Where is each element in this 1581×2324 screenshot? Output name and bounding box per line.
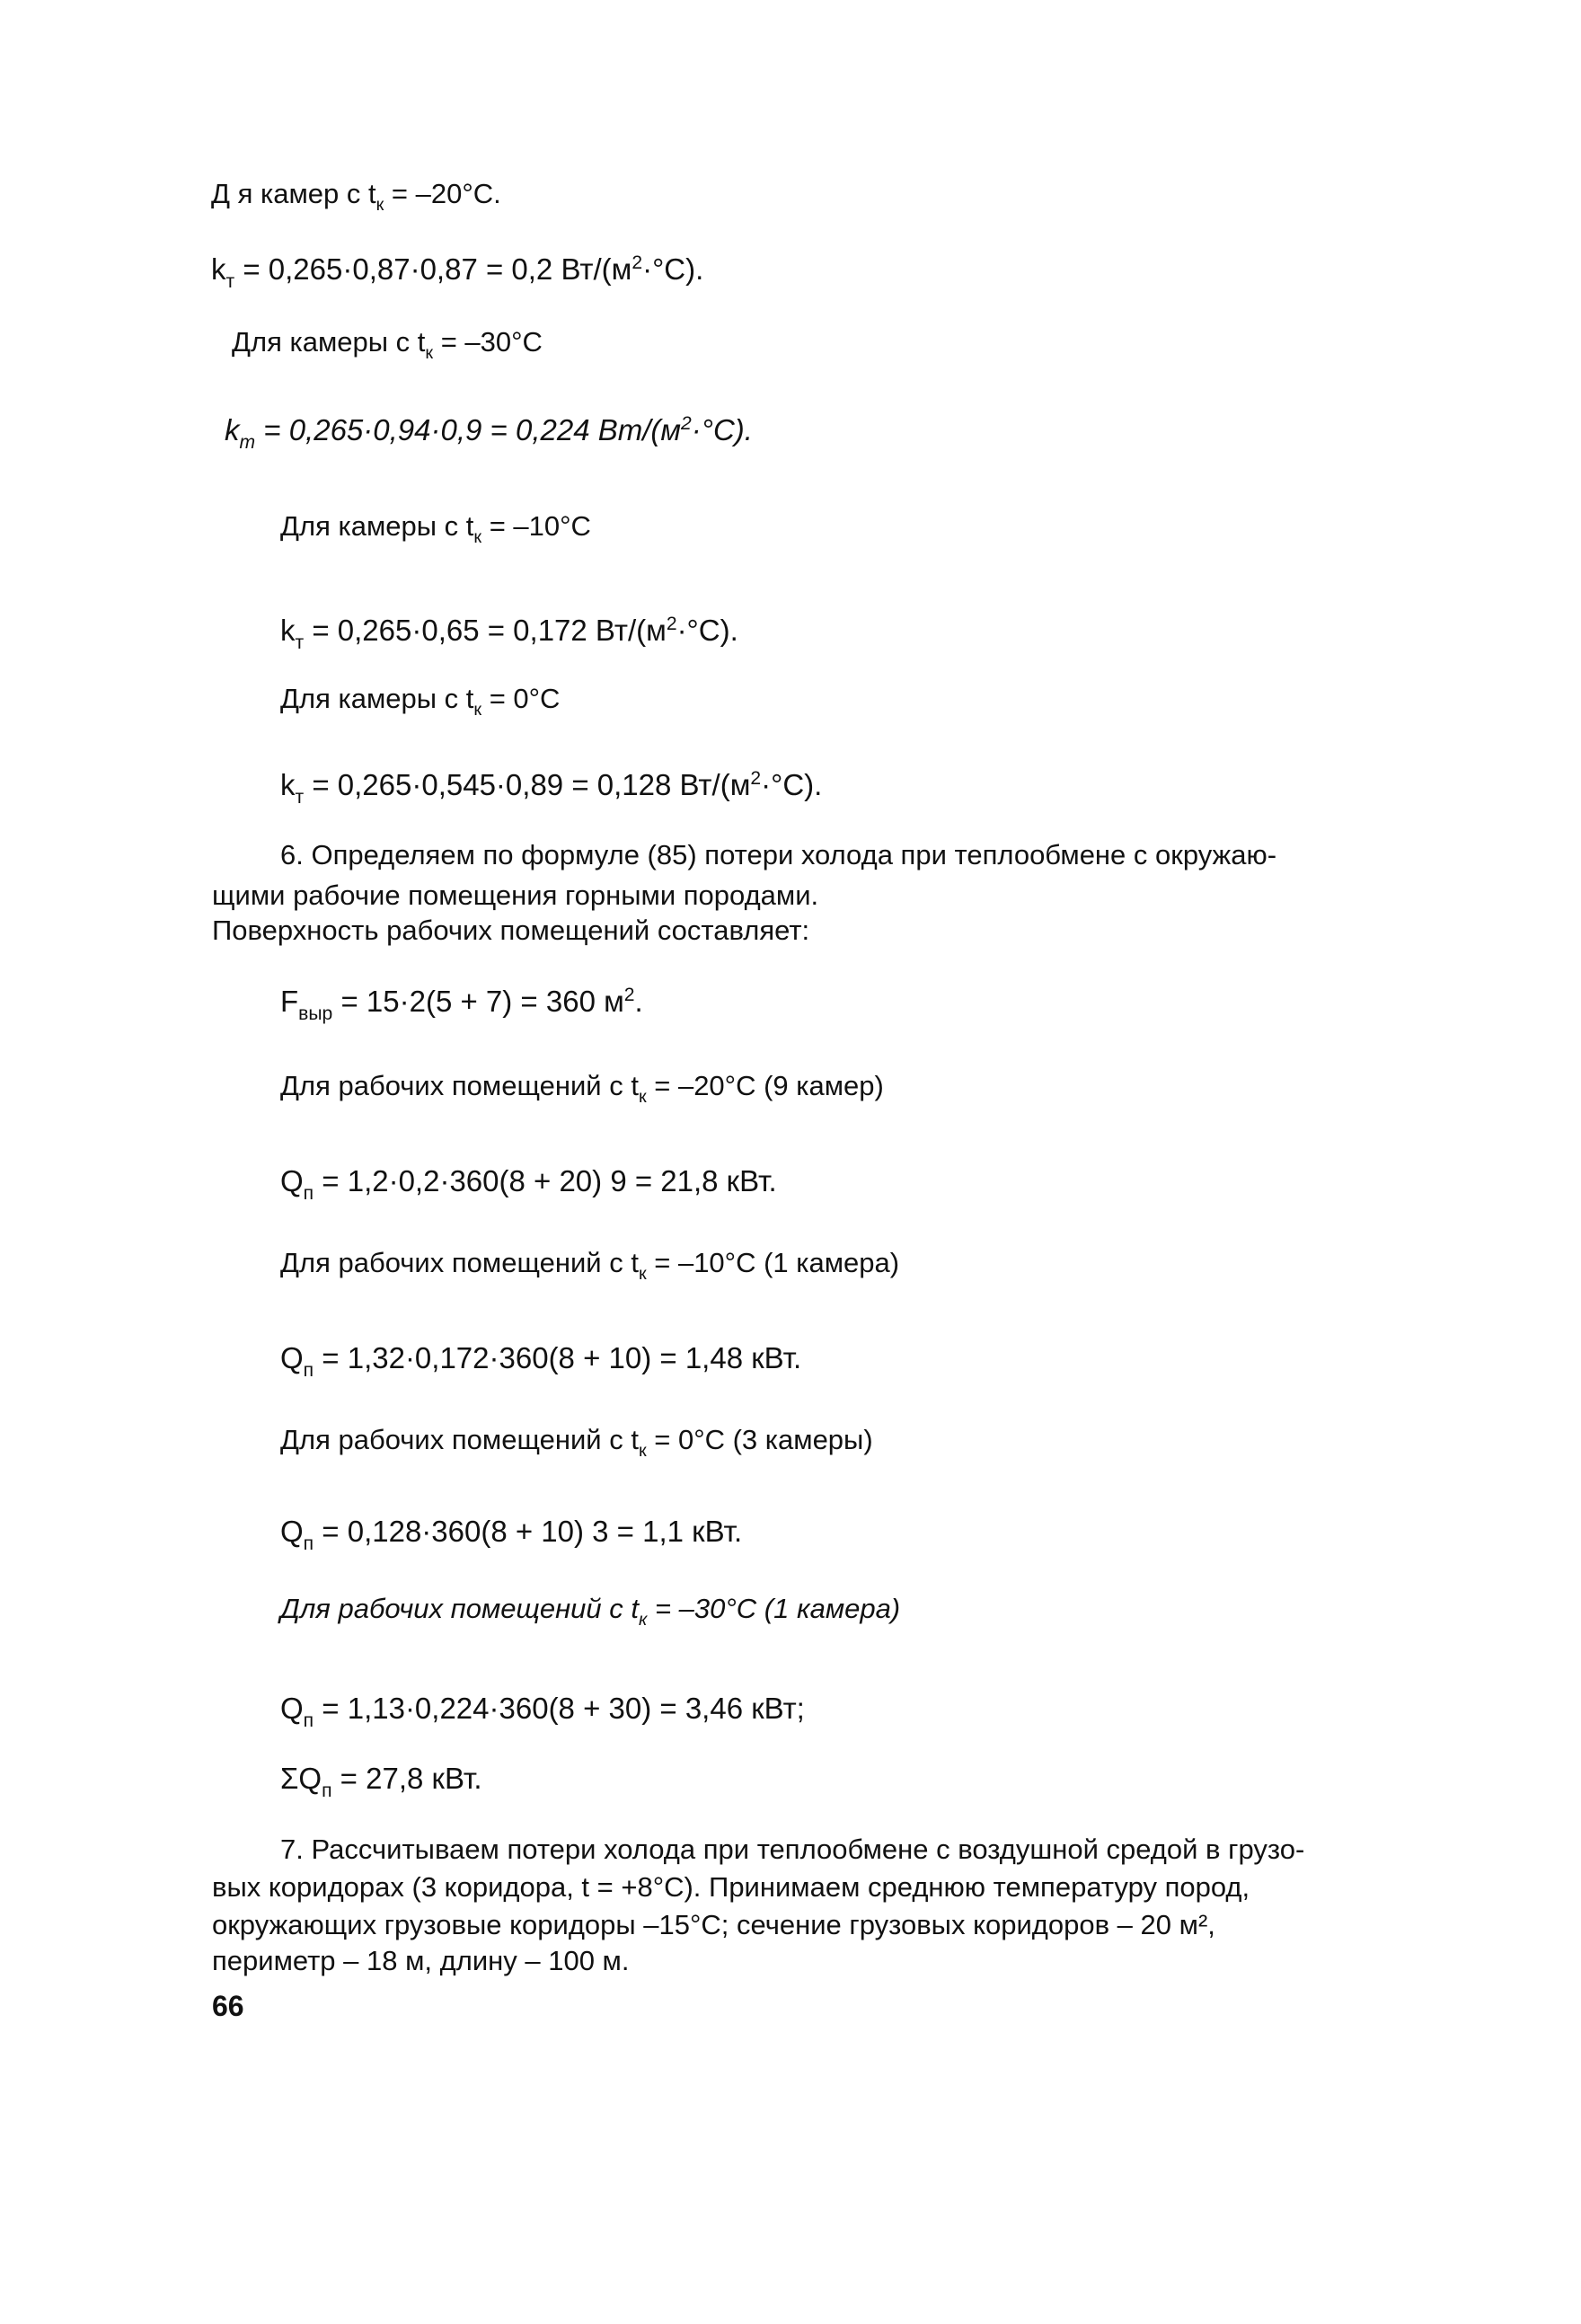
line-chamber-minus30: Для камеры с $t_к = -30^\circ С$ [232,326,543,364]
formula-q-minus10: $Q_п = 1,32\cdot 0,172\cdot 360(8 + 10) = 1,48$ кВт. [280,1341,802,1381]
paragraph-7-line-3: окружающих грузовые коридоры –15°С; сечение грузовых коридоров – 20 м², [212,1909,1215,1940]
formula-kt-minus10: $k_т = 0,265\cdot 0,65 = 0,172$ $Вт/(м^2\cdot^\circ С)$. [280,614,738,653]
formula-kt-zero: $k_т = 0,265\cdot 0,545\cdot 0,89 = 0,128$ $Вт/(м^2\cdot^\circ С)$. [280,768,823,808]
formula-q-sum: $\Sigma Q_п = 27,8$ кВт. [280,1762,482,1801]
line-chamber-minus10: Для камеры с $t_к = -10^\circ С$ [280,510,591,548]
formula-kt-minus20: $k_т = 0,265\cdot 0,87\cdot 0,87 = 0,2$ $Вт/(м^2\cdot^\circ С)$. [211,252,704,292]
paragraph-7-line-2: вых коридорах (3 коридора, t = +8°С). Принимаем среднюю температуру пород, [212,1871,1250,1903]
line-work-rooms-minus10: Для рабочих помещений с $t_к = -10^\circ С$ (1 камера) [280,1247,900,1285]
paragraph-6-line-1 [280,841,1419,869]
formula-q-minus30: $Q_п = 1,13\cdot 0,224\cdot 360(8 + 30) = 3,46$ кВт; [280,1692,805,1731]
page-number: 66 [212,1990,244,2022]
paragraph-7-line-4: периметр – 18 м, длину – 100 м. [212,1945,630,1976]
formula-q-zero: $Q_п = 0,128\cdot 360(8 + 10) 3 = 1,1$ кВт. [280,1515,743,1554]
paragraph-7-line-1: 7. Рассчитываем потери холода при теплообмене с воздушной средой в грузо- [280,1834,1305,1865]
formula-q-minus20: $Q_п = 1,2\cdot 0,2\cdot 360(8 + 20) 9 = 21,8$ кВт. [280,1164,777,1204]
paragraph-6-line-3: Поверхность рабочих помещений составляет: [212,915,810,946]
paragraph-6-line-1-text: 6. Определяем по формуле (85) потери холода при теплообмене с окружаю- [280,839,1277,870]
formula-surface-area: $F_{выр} = 15\cdot 2(5 + 7) = 360$ $м^2$. [280,985,643,1024]
line-chamber-minus20: Д я камер с $t_к = -20^\circ С$. [211,178,501,216]
formula-kt-minus30: $k_т = 0,265\cdot 0,94\cdot 0,9 = 0,224$ $Вт/(м^2\cdot^\circ С)$. [225,413,753,453]
line-work-rooms-minus30: Для рабочих помещений с $t_к = -30^\circ С$ (1 камера) [280,1593,901,1630]
paragraph-6-line-2: щими рабочие помещения горными породами. [212,879,819,911]
line-work-rooms-zero: Для рабочих помещений с $t_к = 0^\circ С$ (3 камеры) [280,1424,873,1462]
line-work-rooms-minus20: Для рабочих помещений с $t_к = -20^\circ С$ (9 камер) [280,1070,884,1108]
line-chamber-zero: Для камеры с $t_к = 0^\circ С$ [280,683,561,720]
